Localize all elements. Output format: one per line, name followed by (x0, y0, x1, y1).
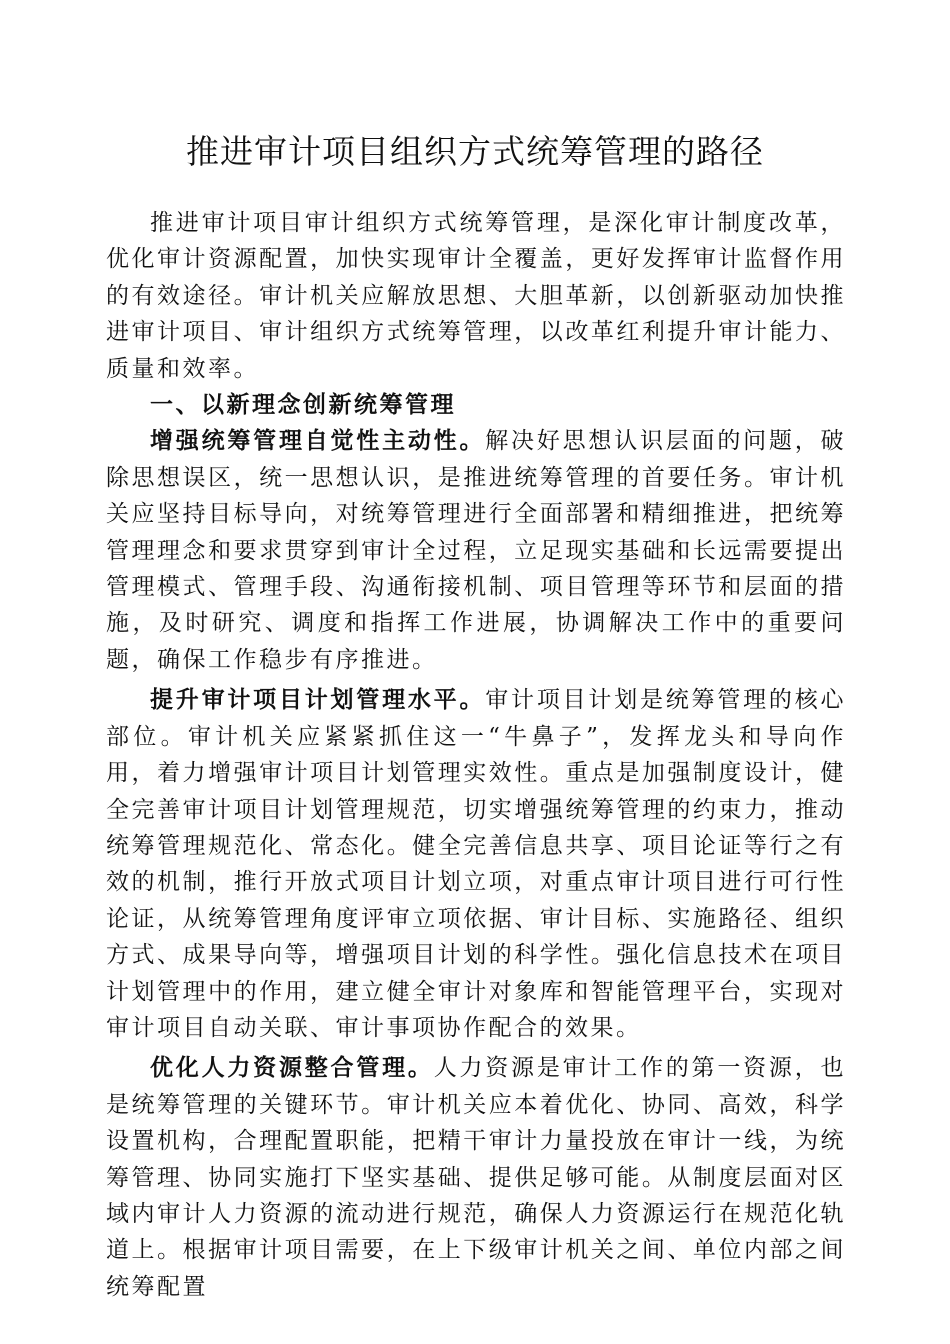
document-title: 推进审计项目组织方式统筹管理的路径 (186, 132, 764, 171)
intro-paragraph: 推进审计项目审计组织方式统筹管理，是深化审计制度改革，优化审计资源配置，加快实现审计全覆盖，更好发挥审计监督作用的有效途径。审计机关应解放思想、大胆革新，以创新驱动加快推进审计项目、审计组织方式统筹管理，以改革红利提升审计能力、质量和效率。 (106, 210, 846, 382)
paragraph-1-lead: 增强统筹管理自觉性主动性。 (150, 428, 486, 455)
paragraph-2-lead: 提升审计项目计划管理水平。 (150, 687, 486, 714)
paragraph-2-text: 审计项目计划是统筹管理的核心部位。审计机关应紧紧抓住这一“牛鼻子”，发挥龙头和导向作用，着力增强审计项目计划管理实效性。重点是加强制度设计，健全完善审计项目计划管理规范，切实增强统筹管理的约束力，推动统筹管理规范化、常态化。健全完善信息共享、项目论证等行之有效的机制，推行开放式项目计划立项，对重点审计项目进行可行性论证，从统筹管理角度评审立项依据、审计目标、实施路径、组织方式、成果导向等，增强项目计划的科学性。强化信息技术在项目计划管理中的作用，建立健全审计对象库和智能管理平台，实现对审计项目自动关联、审计事项协作配合的效果。 (106, 687, 847, 1041)
paragraph-1-text: 解决好思想认识层面的问题，破除思想误区，统一思想认识，是推进统筹管理的首要任务。审计机关应坚持目标导向，对统筹管理进行全面部署和精细推进，把统筹管理理念和要求贯穿到审计全过程，立足现实基础和长远需要提出管理模式、管理手段、沟通衔接机制、项目管理等环节和层面的措施，及时研究、调度和指挥工作进展，协调解决工作中的重要问题，确保工作稳步有序推进。 (106, 428, 847, 673)
section-heading-1: 一、以新理念创新统筹管理 (150, 392, 456, 419)
paragraph-3-text: 人力资源是审计工作的第一资源，也是统筹管理的关键环节。审计机关应本着优化、协同、高效，科学设置机构，合理配置职能，把精干审计力量投放在审计一线，为统筹管理、协同实施打下坚实基础、提供足够可能。从制度层面对区域内审计人力资源的流动进行规范，确保人力资源运行在规范化轨道上。根据审计项目需要，在上下级审计机关之间、单位内部之间统筹配置 (106, 1055, 847, 1300)
paragraph-1 (106, 423, 846, 678)
paragraph-3-lead: 优化人力资源整合管理。 (150, 1055, 434, 1082)
paragraph-3 (106, 1050, 846, 1305)
document-body (106, 205, 846, 1305)
paragraph-2 (106, 682, 846, 1046)
